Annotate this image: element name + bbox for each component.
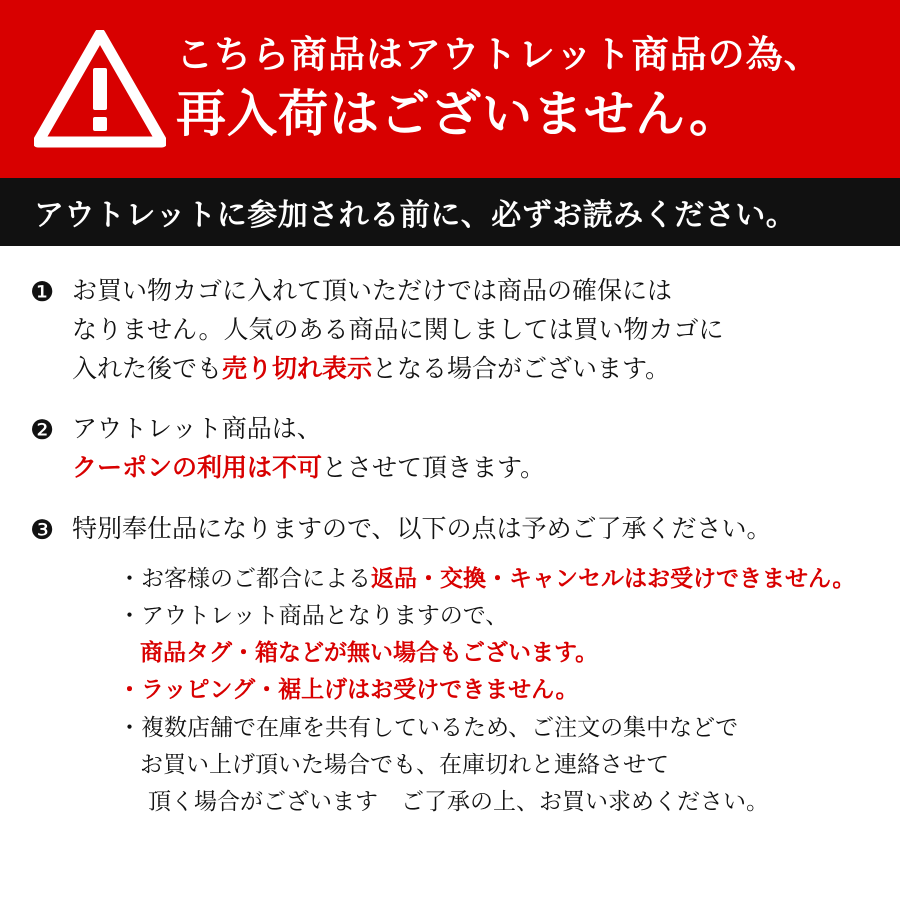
item-marker-1: ❶	[30, 277, 55, 308]
item-1-line-2: なりません。人気のある商品に関しましては買い物カゴに	[72, 314, 724, 344]
warning-triangle-icon	[30, 30, 170, 148]
item-text-1	[72, 272, 870, 388]
item-1-line-3-pre: 入れた後でも	[72, 353, 223, 383]
list-item	[30, 410, 870, 488]
item-text-3	[72, 510, 870, 822]
sublist-line-4	[118, 672, 870, 709]
item-1-line-3	[72, 350, 870, 389]
item-2-highlight-b: 不可	[272, 453, 323, 482]
item-2-line-2	[72, 449, 870, 488]
item-marker-2: ❷	[30, 415, 55, 447]
sublist-1-pre: ・お客様のご都合による	[118, 565, 371, 592]
sublist-4-highlight: ラッピング・裾上げはお受けできません。	[141, 677, 579, 704]
subheading-text: アウトレットに参加される前に、必ずお読みください。	[34, 198, 797, 233]
sublist-line-6	[118, 747, 870, 784]
sublist-line-3	[118, 635, 870, 672]
sublist-2-pre: ・アウトレット商品となりますので、	[118, 602, 509, 629]
item-text-2	[72, 410, 870, 488]
list-item	[30, 272, 870, 388]
sublist-line-7	[118, 784, 870, 821]
sublist-1-highlight: 返品・交換・キャンセルはお受けできません。	[371, 565, 856, 592]
sublist-5-pre: ・複数店舗で在庫を共有しているため、ご注文の集中などで	[118, 714, 739, 741]
notice-body	[0, 246, 900, 821]
sublist-line-1	[118, 561, 870, 598]
sublist-line-5	[118, 710, 870, 747]
item-3-sublist	[72, 561, 870, 822]
sublist-6-pre: お買い上げ頂いた場合でも、在庫切れと連絡させて	[140, 751, 669, 778]
item-2-highlight-a: クーポンの利用は	[72, 453, 273, 482]
sublist-3-highlight: 商品タグ・箱などが無い場合もございます。	[140, 640, 599, 666]
item-marker-3: ❸	[30, 514, 55, 546]
sublist-7-pre: 頂く場合がございます ご了承の上、お買い求めください。	[148, 789, 769, 815]
item-2-line-2-post: とさせて頂きます。	[322, 453, 546, 482]
item-3-line-1: 特別奉仕品になりますので、以下の点は予めご了承ください。	[72, 513, 772, 543]
subheading-bar	[0, 178, 900, 246]
item-1-line-3-post: となる場合がございます。	[372, 353, 671, 383]
item-1-highlight: 売り切れ表示	[222, 353, 373, 383]
item-2-line-1: アウトレット商品は、	[72, 414, 322, 444]
alert-banner	[0, 0, 900, 178]
sublist-line-2	[118, 598, 870, 635]
list-item	[30, 510, 870, 822]
alert-text	[170, 33, 882, 146]
alert-line-1: こちら商品はアウトレット商品の為、	[176, 32, 822, 76]
item-1-line-1: お買い物カゴに入れて頂いただけでは商品の確保には	[72, 276, 673, 305]
sublist-4-pre: ・	[118, 677, 141, 704]
alert-line-2: 再入荷はございません。	[176, 84, 740, 143]
